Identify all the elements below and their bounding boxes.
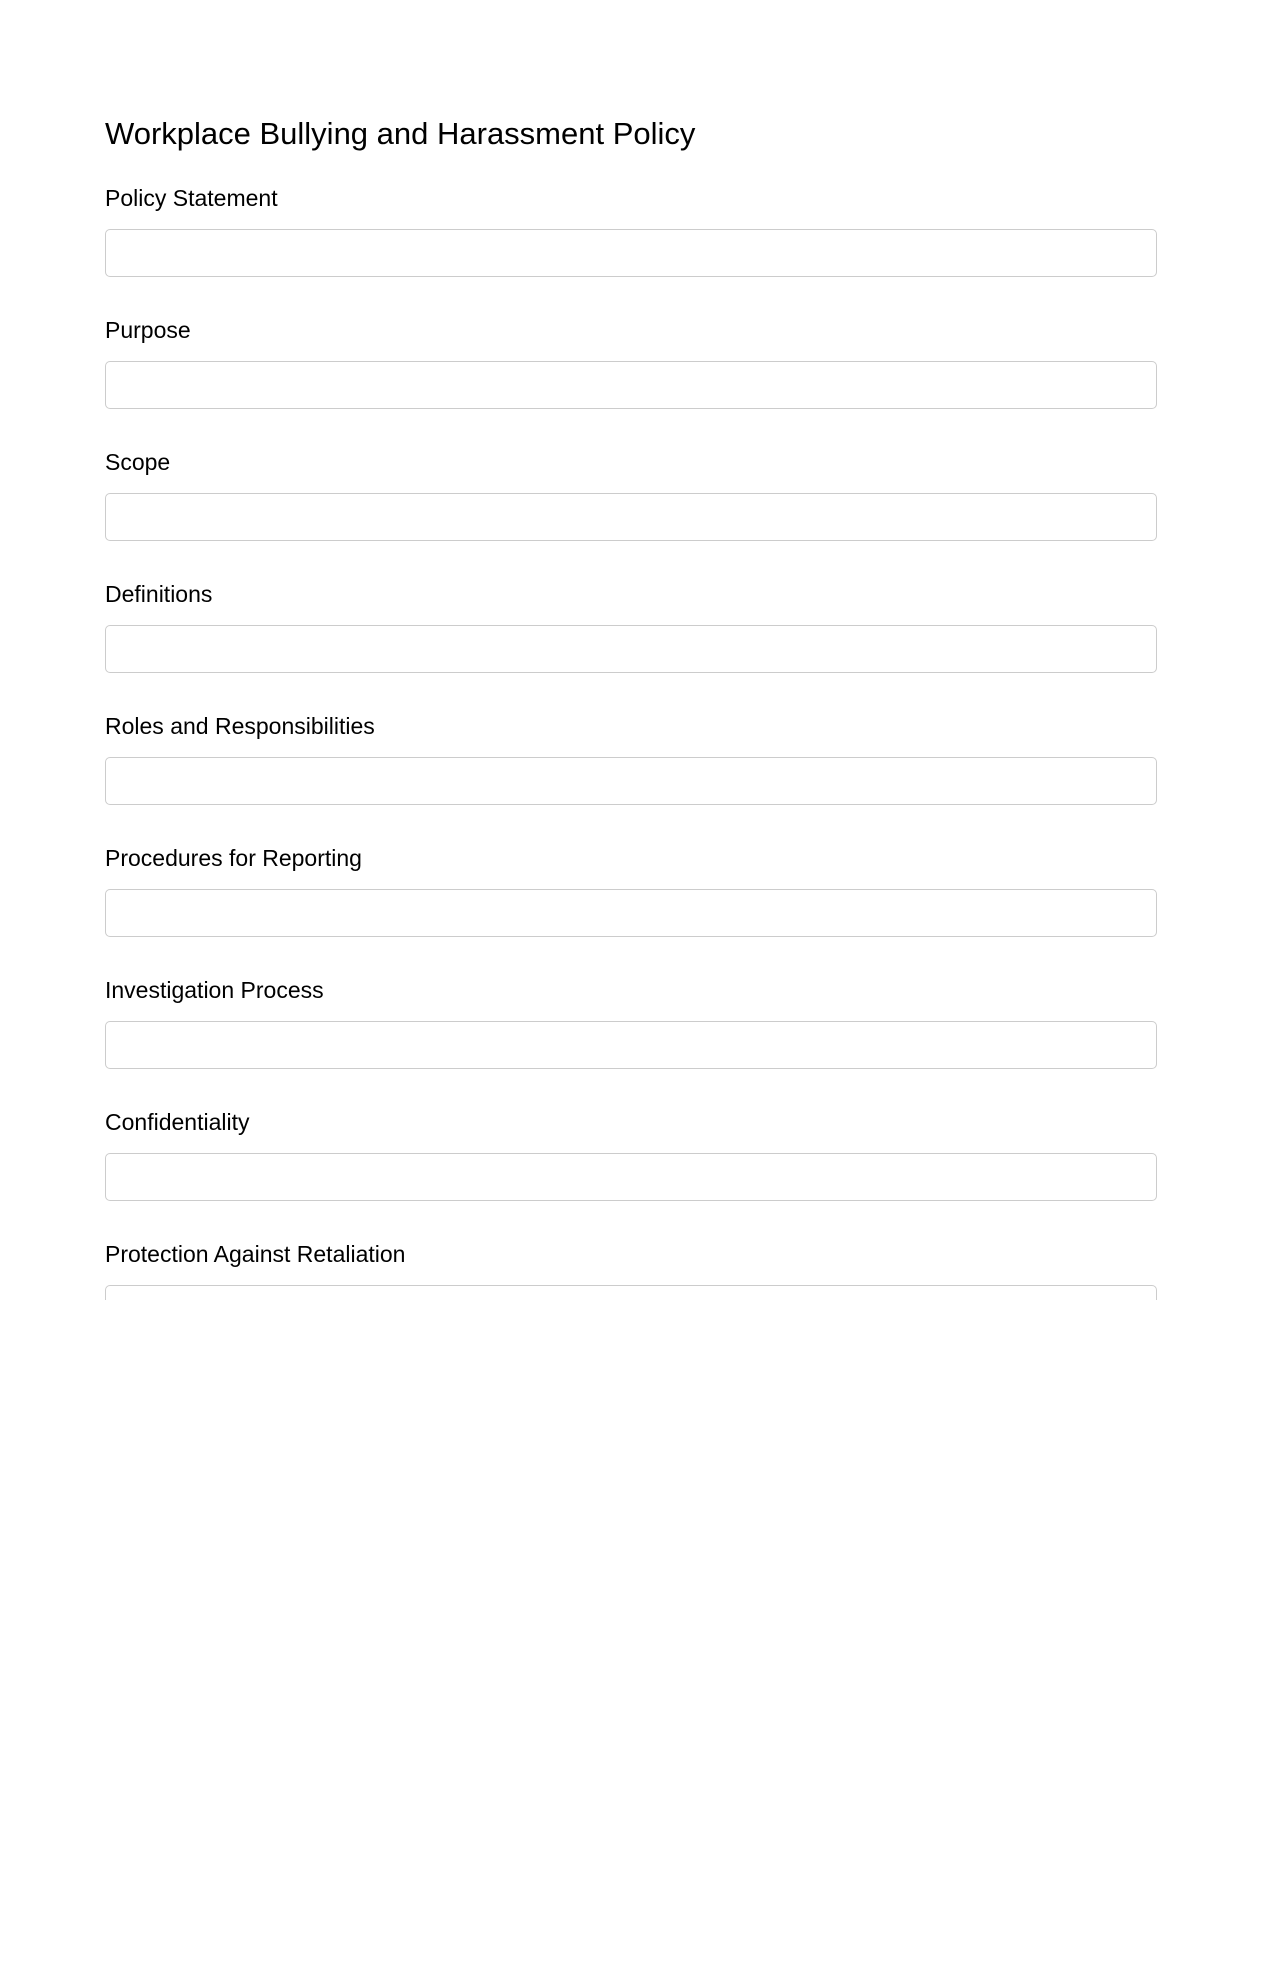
field-label: Definitions (105, 581, 213, 607)
field-protection-against-retaliation (105, 1241, 1157, 1300)
procedures-for-reporting-input[interactable] (105, 889, 1157, 937)
field-scope (105, 449, 1157, 569)
field-definitions (105, 581, 1157, 701)
roles-and-responsibilities-input[interactable] (105, 757, 1157, 805)
field-label: Investigation Process (105, 977, 324, 1003)
field-procedures-for-reporting (105, 845, 1157, 965)
purpose-input[interactable] (105, 361, 1157, 409)
field-label: Protection Against Retaliation (105, 1241, 406, 1267)
field-confidentiality (105, 1109, 1157, 1229)
field-label: Procedures for Reporting (105, 845, 362, 871)
scope-input[interactable] (105, 493, 1157, 541)
field-investigation-process (105, 977, 1157, 1097)
field-policy-statement (105, 185, 1157, 305)
confidentiality-input[interactable] (105, 1153, 1157, 1201)
definitions-input[interactable] (105, 625, 1157, 673)
protection-against-retaliation-input[interactable] (105, 1285, 1157, 1300)
field-label: Scope (105, 449, 171, 475)
field-label: Purpose (105, 317, 191, 343)
field-label: Confidentiality (105, 1109, 250, 1135)
field-purpose (105, 317, 1157, 437)
field-label: Roles and Responsibilities (105, 713, 375, 739)
investigation-process-input[interactable] (105, 1021, 1157, 1069)
field-label: Policy Statement (105, 185, 278, 211)
field-roles-and-responsibilities (105, 713, 1157, 833)
policy-statement-input[interactable] (105, 229, 1157, 277)
page-title: Workplace Bullying and Harassment Policy (105, 116, 696, 151)
